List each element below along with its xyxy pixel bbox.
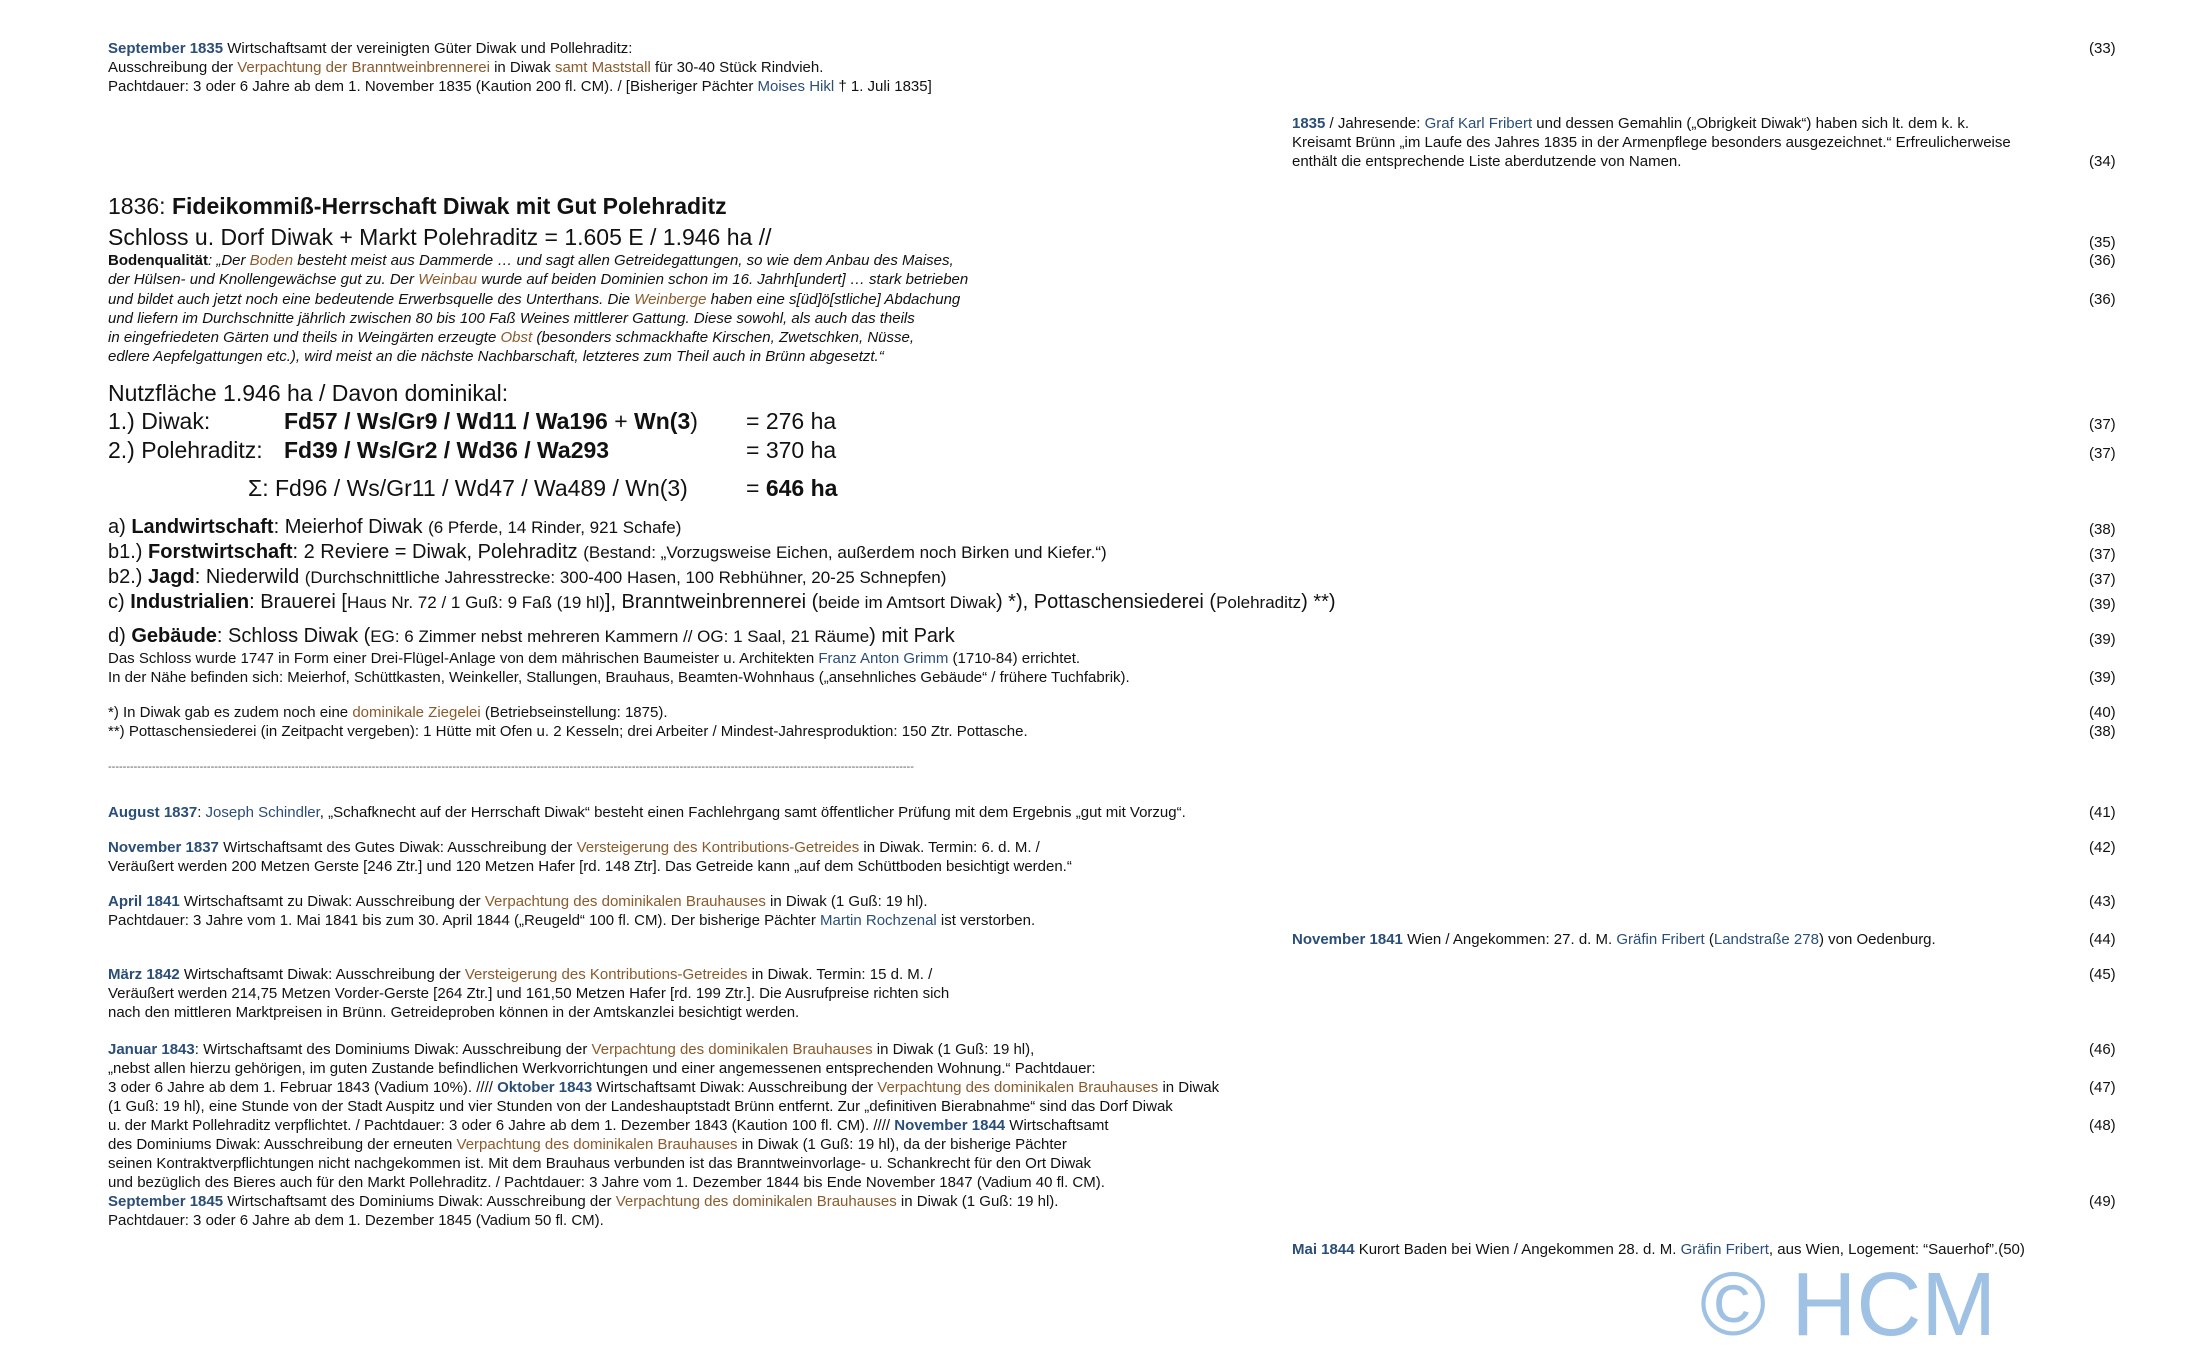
entry-nov-1837-line1: November 1837 Wirtschaftsamt des Gutes Diwak: Ausschreibung der Versteigerung des Kontributions-Getreides in Diwak. Termin: 6. d. M. / [108,839,1040,856]
reference-number: (35) [2089,234,2116,251]
entry-sep-1835-line1: September 1835 Wirtschaftsamt der vereinigten Güter Diwak und Pollehraditz: [108,40,633,57]
reference-number: (38) [2089,723,2116,740]
usable-area-total-diwak: = 276 ha [746,408,837,434]
entry-mar-1842-line3: nach den mittleren Marktpreisen in Brünn. Getreideproben können in der Amtskanzlei besichtigt werden. [108,1004,800,1021]
section-subtitle: Schloss u. Dorf Diwak + Markt Polehraditz = 1.605 E / 1.946 ha // [108,224,772,250]
section-title-1836: 1836: Fideikommiß-Herrschaft Diwak mit Gut Polehraditz [108,193,727,219]
castle-description-line1: Das Schloss wurde 1747 in Form einer Drei-Flügel-Anlage von dem mährischen Baumeister u. Architekten Franz Anton Grimm (1710-84) errichtet. [108,650,1081,667]
reference-number: (49) [2089,1193,2116,1210]
entry-apr-1841-line1: April 1841 Wirtschaftsamt zu Diwak: Ausschreibung der Verpachtung des dominikalen Brauhauses in Diwak (1 Guß: 19 hl). [108,893,928,910]
entry-apr-1841-line2: Pachtdauer: 3 Jahre vom 1. Mai 1841 bis zum 30. April 1844 („Reugeld“ 100 fl. CM). Der bisherige Pächter Martin Rochzenal ist verstorben. [108,912,1036,929]
entry-sep-1845-line2: Pachtdauer: 3 oder 6 Jahre ab dem 1. Dezember 1845 (Vadium 50 fl. CM). [108,1212,604,1229]
castle-description-line2: In der Nähe befinden sich: Meierhof, Schüttkasten, Weinkeller, Stallungen, Brauhaus, Beamten-Wohnhaus („ansehnliches Gebäude“ / frühere Tuchfabrik). [108,669,1130,686]
entry-1835-yearend-line1: 1835 / Jahresende: Graf Karl Fribert und dessen Gemahlin („Obrigkeit Diwak“) haben sich lt. dem k. k. [1292,115,1969,132]
reference-number: (39) [2089,669,2116,686]
entry-date: September 1835 [108,40,224,57]
category-hunting: b2.) Jagd: Niederwild (Durchschnittliche Jahresstrecke: 300-400 Hasen, 100 Rebhühner, 20-25 Schnepfen) [108,566,947,588]
entry-mar-1842-line2: Veräußert werden 214,75 Metzen Vorder-Gerste [264 Ztr.] und 161,50 Metzen Hafer [rd. 199 Ztr.]. Die Ausrufpreise richten sich [108,985,950,1002]
entry-nov-1837-line2: Veräußert werden 200 Metzen Gerste [246 Ztr.] und 120 Metzen Hafer [rd. 148 Ztr]. Das Getreide kann „auf dem Schüttboden besichtigt werden.“ [108,858,1072,875]
reference-number: (42) [2089,839,2116,856]
soil-quality-line4: und liefern im Durchschnitte jährlich zwischen 80 bis 100 Faß Weines mittlerer Gattung. Diese sowohl, als auch das theils [108,310,915,327]
usable-area-row-diwak: 1.) Diwak: [108,408,211,434]
entry-jan-1843-line4: (1 Guß: 19 hl), eine Stunde von der Stadt Auspitz und vier Stunden von der Landeshauptstadt Brünn entfernt. Zur „definitiven Bierabnahme“ sind das Dorf Diwak [108,1098,1173,1115]
reference-number: (41) [2089,804,2116,821]
entry-sep-1835-line3: Pachtdauer: 3 oder 6 Jahre ab dem 1. November 1835 (Kaution 200 fl. CM). / [Bisheriger Pächter Moises Hikl † 1. Juli 1835] [108,78,932,95]
reference-number: (45) [2089,966,2116,983]
usable-area-heading: Nutzfläche 1.946 ha / Davon dominikal: [108,380,509,406]
entry-jan-1843-line3: 3 oder 6 Jahre ab dem 1. Februar 1843 (Vadium 10%). //// Oktober 1843 Wirtschaftsamt Diwak: Ausschreibung der Verpachtung des dominikalen Brauhauses in Diwak [108,1079,1220,1096]
usable-area-sum-total: = 646 ha [746,475,838,501]
reference-number: (43) [2089,893,2116,910]
entry-sep-1845-line1: September 1845 Wirtschaftsamt des Dominiums Diwak: Ausschreibung der Verpachtung des dominikalen Brauhauses in Diwak (1 Guß: 19 hl). [108,1193,1059,1210]
reference-number: (36) [2089,291,2116,308]
footnote-1: *) In Diwak gab es zudem noch eine dominikale Ziegelei (Betriebseinstellung: 1875). [108,704,668,721]
usable-area-total-polehraditz: = 370 ha [746,437,837,463]
usable-area-row-polehraditz: 2.) Polehraditz: [108,437,263,463]
entry-nov-1841: November 1841 Wien / Angekommen: 27. d. M. Gräfin Fribert (Landstraße 278) von Oedenburg. [1292,931,1936,948]
reference-number: (33) [2089,40,2116,57]
entry-jan-1843-line5: u. der Markt Pollehraditz verpflichtet. / Pachtdauer: 3 oder 6 Jahre ab dem 1. Dezember 1843 (Kaution 100 fl. CM). //// November 1844 Wirtschaftsamt [108,1117,1109,1134]
soil-quality-line1: Bodenqualität: „Der Boden besteht meist aus Dammerde … und sagt allen Getreidegattungen, so wie dem Anbau des Maises, [108,252,954,269]
reference-number: (48) [2089,1117,2116,1134]
reference-number: (46) [2089,1041,2116,1058]
usable-area-sum: Σ: Fd96 / Ws/Gr11 / Wd47 / Wa489 / Wn(3) [248,475,688,501]
reference-number: (47) [2089,1079,2116,1096]
copyright-watermark: © HCM [1700,1255,1997,1355]
reference-number: (37) [2089,571,2116,588]
soil-quality-line6: edlere Aepfelgattungen etc.), wird meist an die nächste Nachbarschaft, letzteres zum Theil auch in Brünn abgesetzt.“ [108,348,884,365]
soil-quality-line5: in eingefriedeten Gärten und theils in Weingärten erzeugte Obst (besonders schmackhafte Kirschen, Zwetschken, Nüsse, [108,329,915,346]
footnote-2: **) Pottaschensiederei (in Zeitpacht vergeben): 1 Hütte mit Ofen u. 2 Kesseln; drei Arbeiter / Mindest-Jahresproduktion: 150 Ztr. Pottasche. [108,723,1028,740]
reference-number: (39) [2089,631,2116,648]
reference-number: (37) [2089,445,2116,462]
entry-sep-1835-line2: Ausschreibung der Verpachtung der Branntweinbrennerei in Diwak samt Maststall für 30-40 Stück Rindvieh. [108,59,824,76]
reference-number: (34) [2089,153,2116,170]
usable-area-values-polehraditz: Fd39 / Ws/Gr2 / Wd36 / Wa293 [284,437,610,463]
entry-1835-yearend-line2: Kreisamt Brünn „im Laufe des Jahres 1835 in der Armenpflege besonders ausgezeichnet.“ Erfreulicherweise [1292,134,2011,151]
entry-may-1844: Mai 1844 Kurort Baden bei Wien / Angekommen 28. d. M. Gräfin Fribert, aus Wien, Logement: “Sauerhof”.(50) [1292,1241,2025,1258]
entry-jan-1843-line8: und bezüglich des Bieres auch für den Markt Pollehraditz. / Pachtdauer: 3 Jahre vom 1. Dezember 1844 bis Ende November 1847 (Vadium 40 fl. CM). [108,1174,1105,1191]
reference-number: (44) [2089,931,2116,948]
entry-aug-1837: August 1837: Joseph Schindler, „Schafknecht auf der Herrschaft Diwak“ besteht einen Fachlehrgang samt öffentlicher Prüfung mit dem Ergebnis „gut mit Vorzug“. [108,804,1186,821]
reference-number: (37) [2089,546,2116,563]
entry-1835-yearend-line3: enthält die entsprechende Liste aberdutzende von Namen. [1292,153,1682,170]
reference-number: (38) [2089,521,2116,538]
reference-number: (40) [2089,704,2116,721]
reference-number: (37) [2089,416,2116,433]
entry-jan-1843-line1: Januar 1843: Wirtschaftsamt des Dominiums Diwak: Ausschreibung der Verpachtung des dominikalen Brauhauses in Diwak (1 Guß: 19 hl), [108,1041,1035,1058]
category-forestry: b1.) Forstwirtschaft: 2 Reviere = Diwak, Polehraditz (Bestand: „Vorzugsweise Eichen, außerdem noch Birken und Kiefer.“) [108,541,1107,563]
entry-jan-1843-line7: seinen Kontraktverpflichtungen nicht nachgekommen ist. Mit dem Brauhaus verbunden ist das Branntweinvorlage- u. Schankrecht für den Ort Diwak [108,1155,1092,1172]
entry-jan-1843-line2: „nebst allen hierzu gehörigen, im guten Zustande befindlichen Werkvorrichtungen und einer angemessenen entsprechenden Wohnung.“ Pachtdauer: [108,1060,1096,1077]
soil-quality-line3: und bildet auch jetzt noch eine bedeutende Erwerbsquelle des Unterthans. Die Weinberge haben eine s[üd]ö[stliche] Abdachung [108,291,961,308]
category-agriculture: a) Landwirtschaft: Meierhof Diwak (6 Pferde, 14 Rinder, 921 Schafe) [108,516,682,538]
soil-quality-line2: der Hülsen- und Knollengewächse gut zu. Der Weinbau wurde auf beiden Dominien schon im 16. Jahrh[undert] … stark betrieben [108,271,969,288]
entry-jan-1843-line6: des Dominiums Diwak: Ausschreibung der erneuten Verpachtung des dominikalen Brauhauses in Diwak (1 Guß: 19 hl), da der bisherige Pächter [108,1136,1067,1153]
category-buildings: d) Gebäude: Schloss Diwak (EG: 6 Zimmer nebst mehreren Kammern // OG: 1 Saal, 21 Räume) mit Park [108,625,955,647]
entry-mar-1842-line1: März 1842 Wirtschaftsamt Diwak: Ausschreibung der Versteigerung des Kontributions-Getreides in Diwak. Termin: 15 d. M. / [108,966,933,983]
category-industry: c) Industrialien: Brauerei [Haus Nr. 72 / 1 Guß: 9 Faß (19 hl)], Branntweinbrennerei (beide im Amtsort Diwak) *), Pottaschensiederei (Polehraditz) **) [108,591,1336,613]
divider-line: ---------------------------------------------------------------------------------------------------------------------------------------------------------------------------------------------------------------------------- [108,761,914,773]
usable-area-values-diwak: Fd57 / Ws/Gr9 / Wd11 / Wa196 + Wn(3) [284,408,698,434]
reference-number: (39) [2089,596,2116,613]
reference-number: (36) [2089,252,2116,269]
